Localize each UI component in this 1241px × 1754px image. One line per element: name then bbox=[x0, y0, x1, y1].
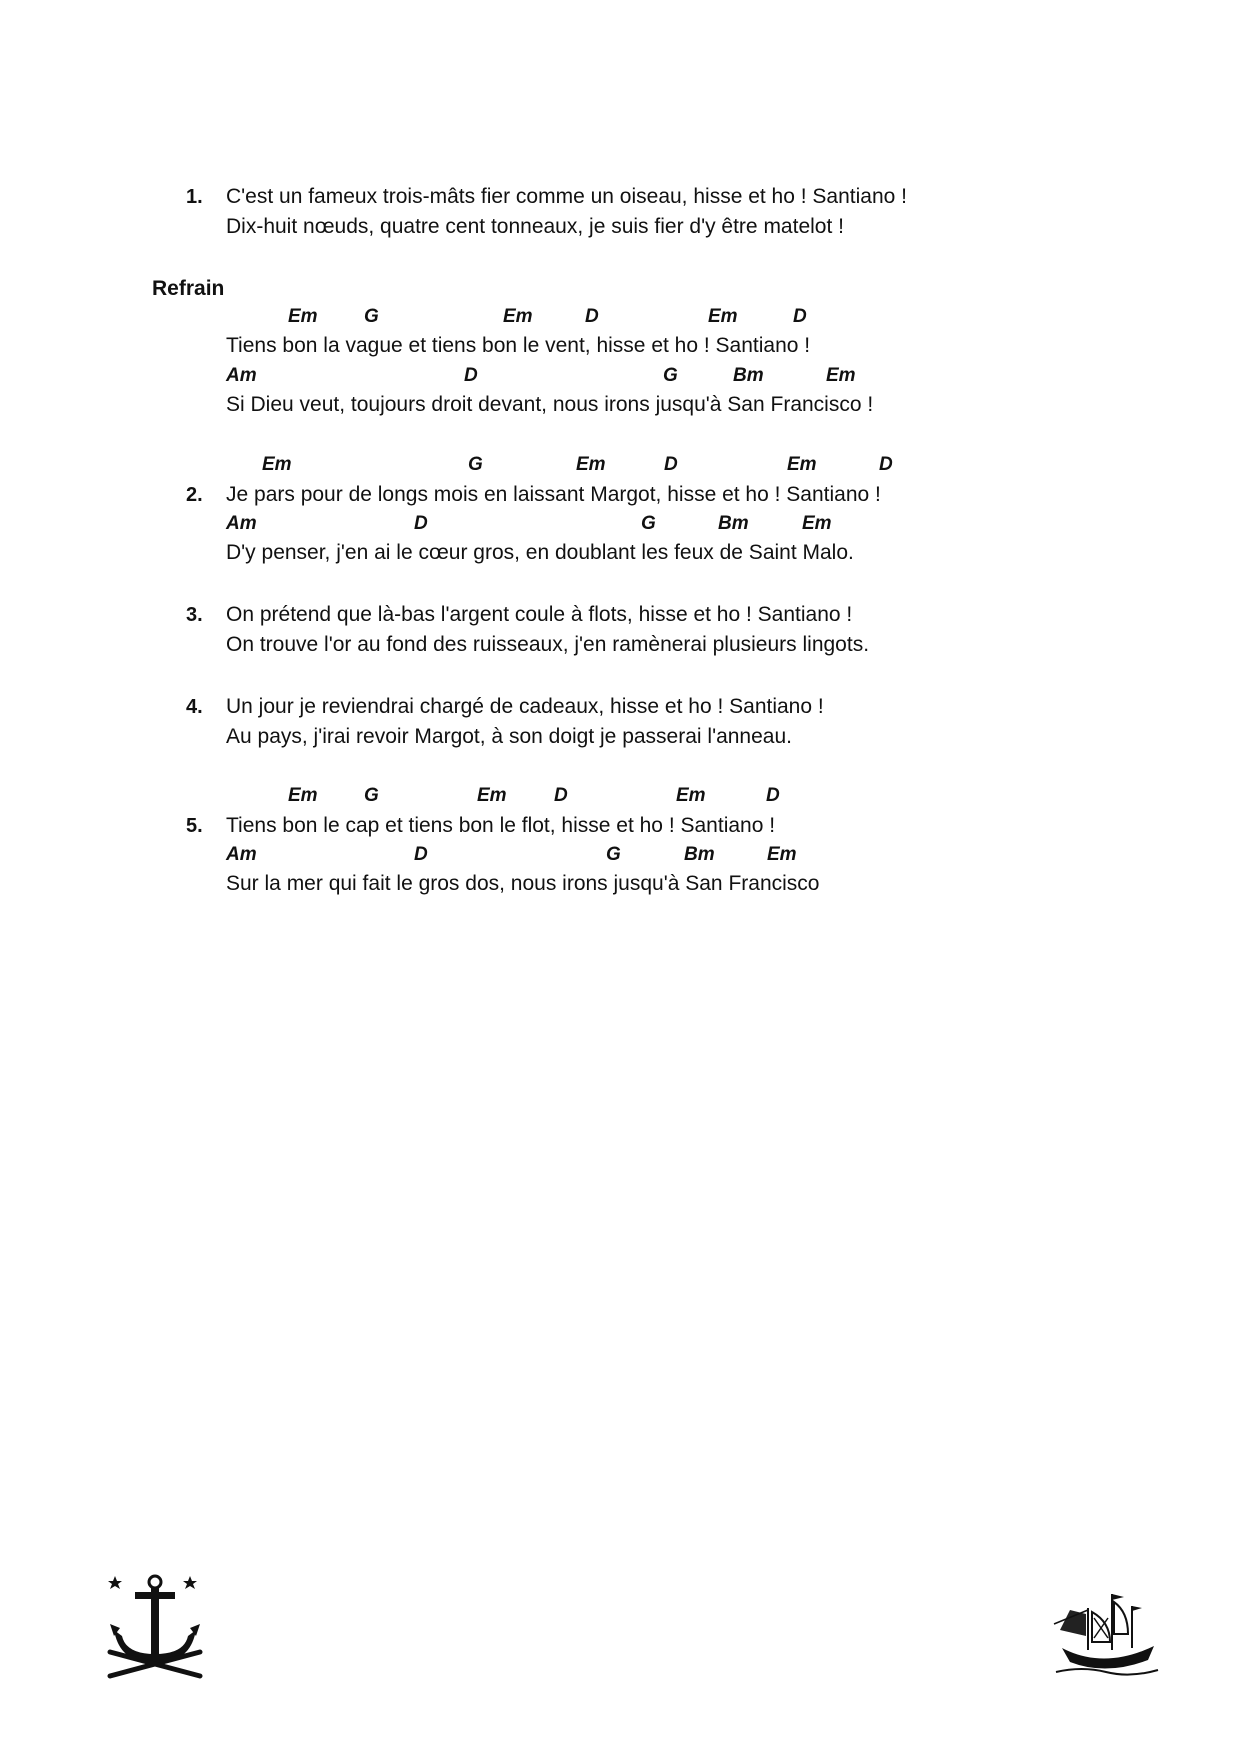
verse-2-number: 2. bbox=[186, 484, 203, 506]
chord: Em bbox=[676, 785, 706, 806]
verse-2-line-1: Je pars pour de longs mois en laissant Margot, hisse et ho ! Santiano ! bbox=[226, 483, 881, 506]
verse-1-number: 1. bbox=[186, 186, 203, 208]
ship-icon bbox=[1052, 1590, 1162, 1680]
verse-5-line-1: Tiens bon le cap et tiens bon le flot, hisse et ho ! Santiano ! bbox=[226, 814, 776, 837]
anchor-icon bbox=[100, 1572, 210, 1682]
chord: D bbox=[766, 785, 780, 806]
chord: Em bbox=[503, 306, 533, 327]
chord: G bbox=[663, 365, 678, 386]
refrain-line-1: Tiens bon la vague et tiens bon le vent, hisse et ho ! Santiano ! bbox=[226, 334, 811, 357]
verse-4-line-1: Un jour je reviendrai chargé de cadeaux, hisse et ho ! Santiano ! bbox=[226, 695, 824, 718]
chord: G bbox=[606, 844, 621, 865]
chord: Am bbox=[226, 365, 257, 386]
chord: Em bbox=[262, 454, 292, 475]
chord: D bbox=[664, 454, 678, 475]
verse-3-line-1: On prétend que là-bas l'argent coule à flots, hisse et ho ! Santiano ! bbox=[226, 603, 853, 626]
refrain-line-2: Si Dieu veut, toujours droit devant, nous irons jusqu'à San Francisco ! bbox=[226, 393, 874, 416]
chord: G bbox=[468, 454, 483, 475]
chord: Bm bbox=[733, 365, 764, 386]
verse-4-line-2: Au pays, j'irai revoir Margot, à son doigt je passerai l'anneau. bbox=[226, 725, 792, 748]
verse-1-line-2: Dix-huit nœuds, quatre cent tonneaux, je suis fier d'y être matelot ! bbox=[226, 215, 844, 238]
chord: D bbox=[464, 365, 478, 386]
verse-3-line-2: On trouve l'or au fond des ruisseaux, j'en ramènerai plusieurs lingots. bbox=[226, 633, 870, 656]
chord: D bbox=[879, 454, 893, 475]
chord: Em bbox=[802, 513, 832, 534]
verse-3-number: 3. bbox=[186, 604, 203, 626]
chord: Bm bbox=[684, 844, 715, 865]
chord: Em bbox=[708, 306, 738, 327]
chord: D bbox=[793, 306, 807, 327]
chord: D bbox=[554, 785, 568, 806]
chord: Em bbox=[767, 844, 797, 865]
chord: Em bbox=[826, 365, 856, 386]
chord: G bbox=[641, 513, 656, 534]
verse-4-number: 4. bbox=[186, 696, 203, 718]
chord: D bbox=[414, 844, 428, 865]
chord: Am bbox=[226, 844, 257, 865]
chord: G bbox=[364, 306, 379, 327]
verse-5-line-2: Sur la mer qui fait le gros dos, nous irons jusqu'à San Francisco bbox=[226, 872, 820, 895]
chord: Em bbox=[288, 306, 318, 327]
verse-1-line-1: C'est un fameux trois-mâts fier comme un oiseau, hisse et ho ! Santiano ! bbox=[226, 185, 907, 208]
chord: Em bbox=[576, 454, 606, 475]
chord: Em bbox=[787, 454, 817, 475]
chord: Bm bbox=[718, 513, 749, 534]
chord: Em bbox=[288, 785, 318, 806]
chord: D bbox=[585, 306, 599, 327]
chord: Em bbox=[477, 785, 507, 806]
verse-2-line-2: D'y penser, j'en ai le cœur gros, en doublant les feux de Saint Malo. bbox=[226, 541, 854, 564]
refrain-heading: Refrain bbox=[152, 277, 225, 300]
chord: D bbox=[414, 513, 428, 534]
verse-5-number: 5. bbox=[186, 815, 203, 837]
chord: G bbox=[364, 785, 379, 806]
chord: Am bbox=[226, 513, 257, 534]
